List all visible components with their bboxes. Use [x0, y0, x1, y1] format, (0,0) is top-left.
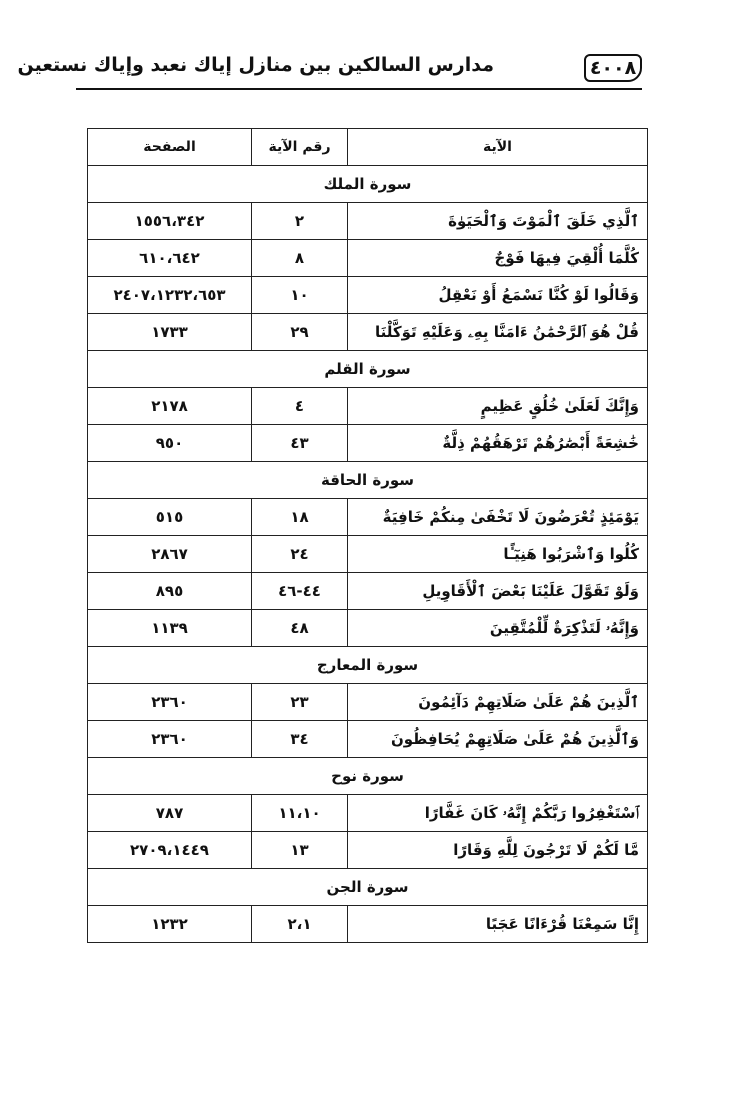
page-cell: ١٥٥٦،٣٤٢ [88, 203, 252, 240]
table-row [88, 240, 648, 277]
surah-heading: سورة الملك [88, 166, 648, 203]
verse-cell: وَإِنَّكَ لَعَلَىٰ خُلُقٍ عَظِيمٍ [348, 388, 648, 425]
verse-number-cell: ٤٣ [252, 425, 348, 462]
verse-number-cell: ٤ [252, 388, 348, 425]
verse-number-cell: ١١،١٠ [252, 795, 348, 832]
verse-cell: مَّا لَكُمْ لَا تَرْجُونَ لِلَّهِ وَقَارًا [348, 832, 648, 869]
verse-number-cell: ٣٤ [252, 721, 348, 758]
verse-cell: يَوْمَئِذٍ تُعْرَضُونَ لَا تَخْفَىٰ مِنكُمْ خَافِيَةٌ [348, 499, 648, 536]
table-header-row [88, 129, 648, 166]
verse-number-cell: ٢٤ [252, 536, 348, 573]
page-cell: ١٧٣٣ [88, 314, 252, 351]
surah-row [88, 869, 648, 906]
table-row [88, 573, 648, 610]
surah-heading: سورة المعارج [88, 647, 648, 684]
table-row [88, 314, 648, 351]
verse-cell: وَإِنَّهُۥ لَتَذْكِرَةٌ لِّلْمُتَّقِينَ [348, 610, 648, 647]
surah-row [88, 462, 648, 499]
table-row [88, 499, 648, 536]
verse-cell: ٱلَّذِي خَلَقَ ٱلْمَوْتَ وَٱلْحَيَوٰةَ [348, 203, 648, 240]
verse-number-cell: ٢ [252, 203, 348, 240]
verse-cell: وَقَالُوا لَوْ كُنَّا نَسْمَعُ أَوْ نَعْقِلُ [348, 277, 648, 314]
table-row [88, 277, 648, 314]
page-cell: ٢٧٠٩،١٤٤٩ [88, 832, 252, 869]
table-row [88, 536, 648, 573]
column-header-number: رقم الآية [252, 129, 348, 166]
table-row [88, 388, 648, 425]
verse-cell: خَٰشِعَةً أَبْصَٰرُهُمْ تَرْهَقُهُمْ ذِلَّةٌ [348, 425, 648, 462]
table-row [88, 832, 648, 869]
verse-cell: ٱسْتَغْفِرُوا رَبَّكُمْ إِنَّهُۥ كَانَ غَفَّارًا [348, 795, 648, 832]
verse-number-cell: ٤٨ [252, 610, 348, 647]
table-row [88, 684, 648, 721]
verse-number-cell: ١٨ [252, 499, 348, 536]
verse-number-cell: ٢٣ [252, 684, 348, 721]
page-cell: ١١٣٩ [88, 610, 252, 647]
surah-row [88, 647, 648, 684]
verse-number-cell: ١٠ [252, 277, 348, 314]
running-header [17, 50, 642, 96]
page-cell: ٢٣٦٠ [88, 684, 252, 721]
verse-cell: كُلَّمَا أُلْقِيَ فِيهَا فَوْجٌ [348, 240, 648, 277]
page-number: ٤٠٠٨ [584, 54, 642, 82]
verse-cell: كُلُوا وَٱشْرَبُوا هَنِيٓـًٔا [348, 536, 648, 573]
table-row [88, 795, 648, 832]
verse-number-cell: ٢،١ [252, 906, 348, 943]
page-cell: ٢٤٠٧،١٢٣٢،٦٥٣ [88, 277, 252, 314]
header-title: مدارس السالكين بين منازل إياك نعبد وإياك نستعين [17, 54, 494, 76]
table-row [88, 425, 648, 462]
surah-heading: سورة الحاقة [88, 462, 648, 499]
table-row [88, 610, 648, 647]
surah-row [88, 351, 648, 388]
verse-number-cell: ١٣ [252, 832, 348, 869]
surah-row [88, 166, 648, 203]
verse-cell: وَٱلَّذِينَ هُمْ عَلَىٰ صَلَاتِهِمْ يُحَافِظُونَ [348, 721, 648, 758]
page-cell: ٢٣٦٠ [88, 721, 252, 758]
table-row [88, 906, 648, 943]
table-row [88, 203, 648, 240]
verse-number-cell: ٨ [252, 240, 348, 277]
verse-number-cell: ٢٩ [252, 314, 348, 351]
column-header-verse: الآية [348, 129, 648, 166]
column-header-page: الصفحة [88, 129, 252, 166]
verse-cell: ٱلَّذِينَ هُمْ عَلَىٰ صَلَاتِهِمْ دَآئِمُونَ [348, 684, 648, 721]
header-rule [76, 88, 642, 90]
surah-heading: سورة نوح [88, 758, 648, 795]
verse-cell: قُلْ هُوَ ٱلرَّحْمَٰنُ ءَامَنَّا بِهِۦ وَعَلَيْهِ تَوَكَّلْنَا [348, 314, 648, 351]
table-row [88, 721, 648, 758]
page-cell: ٢١٧٨ [88, 388, 252, 425]
verse-cell: إِنَّا سَمِعْنَا قُرْءَانًا عَجَبًا [348, 906, 648, 943]
table-body [88, 166, 648, 943]
surah-heading: سورة الجن [88, 869, 648, 906]
page-cell: ١٢٣٢ [88, 906, 252, 943]
page-cell: ٩٥٠ [88, 425, 252, 462]
verse-cell: وَلَوْ تَقَوَّلَ عَلَيْنَا بَعْضَ ٱلْأَقَاوِيلِ [348, 573, 648, 610]
verse-number-cell: ٤٤-٤٦ [252, 573, 348, 610]
surah-heading: سورة القلم [88, 351, 648, 388]
page-cell: ٨٩٥ [88, 573, 252, 610]
page-cell: ٧٨٧ [88, 795, 252, 832]
page-cell: ٦١٠،٦٤٢ [88, 240, 252, 277]
surah-row [88, 758, 648, 795]
page-cell: ٢٨٦٧ [88, 536, 252, 573]
verse-index-table [87, 128, 648, 943]
page-cell: ٥١٥ [88, 499, 252, 536]
